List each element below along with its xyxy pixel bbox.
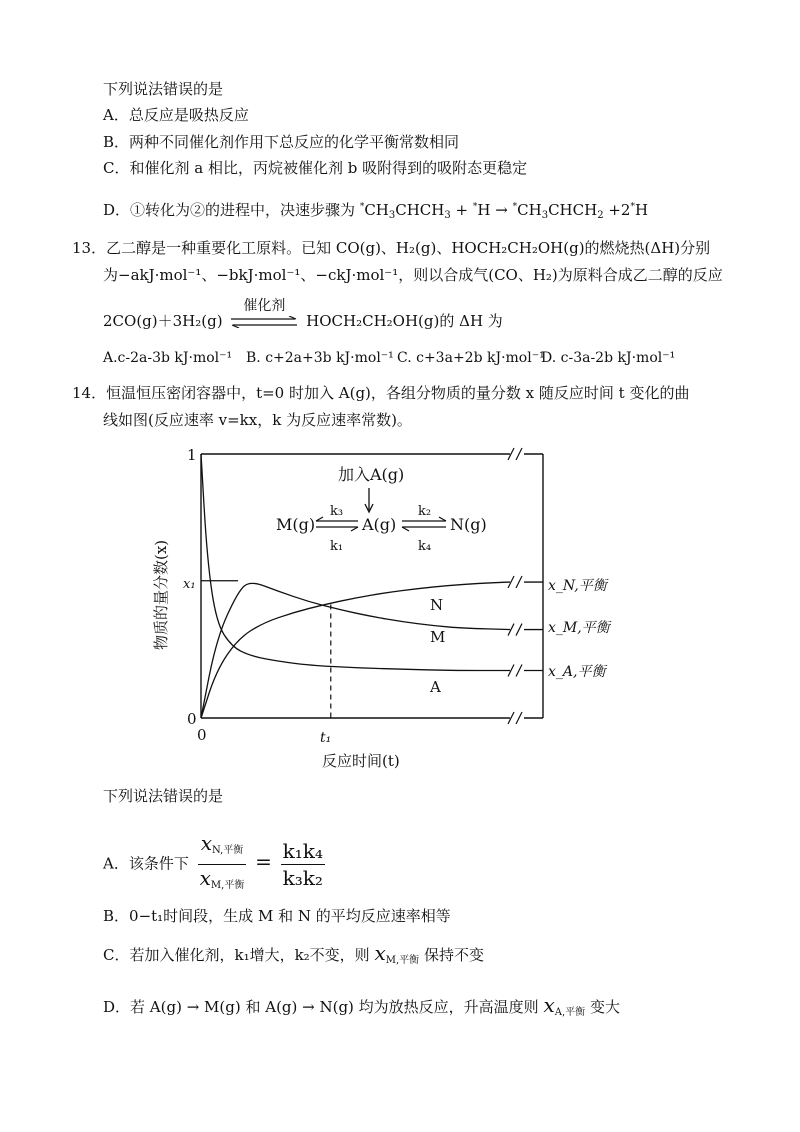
y-axis-label: 物质的量分数(x) — [152, 539, 170, 650]
catalyst-label: 催化剂 — [243, 298, 286, 314]
star-mark: * — [472, 202, 478, 212]
q14-stem: 下列说法错误的是 — [103, 787, 224, 805]
q14-option-c[interactable] — [103, 942, 484, 972]
q12-option-b[interactable]: B．两种不同催化剂作用下总反应的化学平衡常数相同 — [103, 133, 460, 151]
formula-sub: 3 — [388, 210, 396, 221]
plus-sign: +2 — [608, 201, 631, 219]
formula-sub: 3 — [444, 210, 451, 221]
formula-part: CH — [517, 201, 542, 219]
equilibrium-arrow — [229, 298, 299, 332]
scheme-a: A(g) — [362, 515, 397, 534]
y-tick-x1: x₁ — [183, 577, 196, 592]
reversible-arrow-icon — [229, 316, 299, 328]
q12-option-d-prefix: D．①转化为②的进程中，决速步骤为 — [103, 201, 356, 219]
scheme-k3: k₃ — [330, 504, 344, 519]
q13-choice-c[interactable]: C. c+3a+2b kJ·mol⁻¹ — [397, 350, 545, 366]
equals-sign: = — [255, 849, 272, 874]
x-tick-t1: t₁ — [320, 730, 332, 746]
q13-choice-a[interactable]: A.c-2a-3b kJ·mol⁻¹ — [103, 350, 233, 366]
scheme-add-label: 加入A(g) — [338, 465, 405, 484]
x-subscript: A,平衡 — [554, 1007, 586, 1018]
x-symbol: x — [199, 866, 211, 890]
equation-left: 2CO(g)＋3H₂(g) — [103, 312, 223, 330]
x-axis-label: 反应时间(t) — [322, 752, 400, 770]
q14-option-d[interactable] — [103, 994, 620, 1024]
q14-option-a-fraction-right — [281, 838, 325, 891]
x-subscript: M,平衡 — [385, 955, 420, 966]
plus-sign: + — [455, 201, 469, 219]
eq-label-m: x_M,平衡 — [548, 620, 610, 636]
curve-label-n: N — [430, 596, 444, 614]
x-symbol: x — [200, 831, 212, 855]
q14-option-c-suffix: 保持不变 — [423, 946, 484, 964]
x-subscript: M,平衡 — [210, 880, 245, 891]
q14-option-b[interactable]: B．0−t₁时间段，生成 M 和 N 的平均反应速率相等 — [103, 907, 451, 925]
q13-line2: 为−akJ·mol⁻¹、−bkJ·mol⁻¹、−ckJ·mol⁻¹，则以合成气(CO、H₂)为原料合成乙二醇的反应 — [103, 266, 723, 284]
x-symbol: x — [374, 941, 386, 965]
mole-fraction-chart — [0, 440, 800, 780]
rate-constant-denominator: k₃k₂ — [282, 866, 323, 890]
curve-label-a: A — [430, 678, 441, 696]
rate-constant-numerator: k₁k₄ — [282, 839, 323, 863]
star-mark: * — [512, 202, 518, 212]
axis-break-marks — [508, 448, 522, 724]
formula-part: H — [477, 201, 491, 219]
q14-option-d-prefix: D．若 A(g) → M(g) 和 A(g) → N(g) 均为放热反应，升高温度则 — [103, 998, 539, 1016]
curve-m — [201, 583, 510, 718]
scheme-k4: k₄ — [418, 539, 432, 554]
star-mark: * — [359, 202, 365, 212]
equilibrium-arrow-right — [402, 517, 446, 531]
eq-label-n: x_N,平衡 — [548, 578, 607, 594]
q14-option-d-suffix: 变大 — [589, 998, 620, 1016]
scheme-n: N(g) — [450, 515, 487, 534]
curve-n — [201, 582, 510, 718]
curve-break-mark — [508, 576, 522, 588]
curve-a — [201, 454, 510, 670]
q12-option-c[interactable]: C．和催化剂 a 相比，丙烷被催化剂 b 吸附得到的吸附态更稳定 — [103, 159, 528, 177]
curve-label-m: M — [430, 628, 446, 646]
q14-line1: 14．恒温恒压密闭容器中，t=0 时加入 A(g)，各组分物质的量分数 x 随反应时间 t 变化的曲 — [72, 384, 690, 402]
curve-break-mark — [508, 624, 522, 636]
q13-choice-b[interactable]: B. c+2a+3b kJ·mol⁻¹ — [246, 350, 394, 366]
x-subscript: N,平衡 — [211, 845, 244, 856]
q12-option-a[interactable]: A．总反应是吸热反应 — [103, 106, 249, 124]
equation-right: HOCH₂CH₂OH(g)的 ΔH 为 — [306, 312, 503, 330]
reaction-arrow: → — [495, 201, 508, 219]
y-tick-1: 1 — [187, 446, 197, 464]
equilibrium-arrow-left — [316, 517, 358, 531]
formula-part: CH — [364, 201, 389, 219]
q13-choice-d[interactable]: D. c-3a-2b kJ·mol⁻¹ — [541, 350, 676, 366]
scheme-add-arrow — [365, 488, 373, 512]
q14-option-c-prefix: C．若加入催化剂，k₁增大，k₂不变，则 — [103, 946, 370, 964]
q14-option-a-prefix: A．该条件下 — [103, 854, 189, 873]
formula-part: CHCH — [548, 201, 598, 219]
q14-line2: 线如图(反应速率 v=kx，k 为反应速率常数)。 — [103, 411, 412, 429]
q13-line1: 13．乙二醇是一种重要化工原料。已知 CO(g)、H₂(g)、HOCH₂CH₂OH(g)的燃烧热(ΔH)分别 — [72, 239, 711, 257]
formula-part: H — [634, 201, 649, 219]
star-mark: * — [630, 202, 635, 212]
y-tick-0: 0 — [187, 710, 197, 728]
q14-option-a-fraction-left — [198, 830, 247, 899]
scheme-k2: k₂ — [418, 504, 432, 519]
x-tick-0: 0 — [197, 726, 207, 744]
scheme-k1: k₁ — [330, 539, 344, 554]
formula-part: CHCH — [395, 201, 445, 219]
formula-sub: 2 — [597, 210, 604, 221]
q13-equation — [103, 298, 503, 332]
formula-sub: 3 — [541, 210, 549, 221]
q12-option-d[interactable] — [103, 196, 648, 227]
x-symbol: x — [543, 993, 555, 1017]
q14-option-a[interactable] — [103, 830, 329, 899]
q12-stem: 下列说法错误的是 — [103, 80, 224, 98]
scheme-m: M(g) — [276, 515, 316, 534]
curve-break-mark — [508, 664, 522, 676]
eq-label-a: x_A,平衡 — [548, 664, 606, 680]
